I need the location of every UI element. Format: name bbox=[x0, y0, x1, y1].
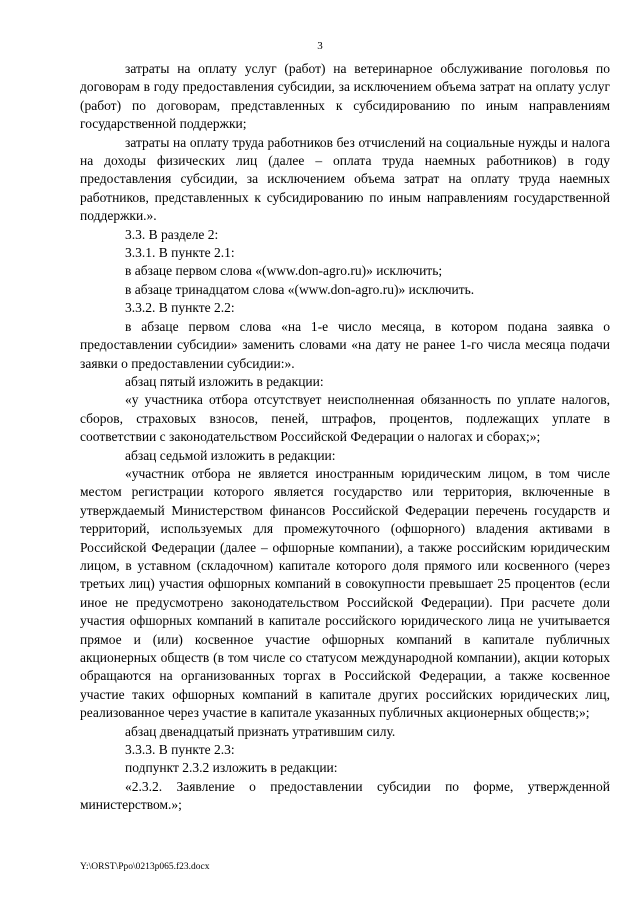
paragraph: затраты на оплату услуг (работ) на ветеринарное обслуживание поголовья по договорам в году предоставления субсидии, за исключением объема затрат на оплату услуг (работ) по договорам, представленных к субсидированию по иным направлениям государственной поддержки; bbox=[80, 61, 610, 132]
page-number: 3 bbox=[317, 40, 323, 52]
paragraph: 3.3.2. В пункте 2.2: bbox=[125, 300, 235, 316]
footer-file-path: Y:\ORST\Ppo\0213p065.f23.docx bbox=[80, 862, 210, 872]
paragraph: абзац пятый изложить в редакции: bbox=[125, 373, 324, 389]
paragraph: «у участника отбора отсутствует неисполненная обязанность по уплате налогов, сборов, страховых взносов, пеней, штрафов, процентов, подлежащих уплате в соответствии с законодательством Российской Федерации о налогах и сборах;»; bbox=[80, 392, 610, 445]
paragraph: абзац двенадцатый признать утратившим силу. bbox=[125, 723, 396, 739]
paragraph: 3.3. В разделе 2: bbox=[125, 226, 219, 242]
paragraph: в абзаце тринадцатом слова «(www.don-agro.ru)» исключить. bbox=[125, 281, 475, 297]
paragraph: 3.3.1. В пункте 2.1: bbox=[125, 245, 235, 261]
paragraph: 3.3.3. В пункте 2.3: bbox=[125, 742, 235, 758]
paragraph: затраты на оплату труда работников без отчислений на социальные нужды и налога на доходы физических лиц (далее – оплата труда наемных работников) в году предоставления субсидии, за исключением объема затрат на оплату труда наемных работников, представленных к субсидированию по иным направлениям государственной поддержки.». bbox=[80, 134, 610, 224]
paragraph: подпункт 2.3.2 изложить в редакции: bbox=[125, 760, 338, 776]
paragraph: в абзаце первом слова «на 1-е число месяца, в котором подана заявка о предоставлении субсидии» заменить словами «на дату не ранее 1-го числа месяца подачи заявки о предоставлении субсидии:». bbox=[80, 318, 610, 371]
paragraph: абзац седьмой изложить в редакции: bbox=[125, 447, 336, 463]
paragraph: «участник отбора не является иностранным юридическим лицом, в том числе местом регистрации которого является государство или территория, включенные в утверждаемый Министерством финансов Российской Федерации перечень государств и территорий, используемых для промежуточного (офшорного) владения активами в Российской Федерации (далее – офшорные компании), а также российским юридическим лицом, в уставном (складочном) капитале которого доля прямого или косвенного (через третьих лиц) участия офшорных компаний в совокупности превышает 25 процентов (если иное не предусмотрено законодательством Российской Федерации). При расчете доли участия офшорных компаний в капитале российского юридического лица не учитывается прямое и (или) косвенное участие офшорных компаний в капитале публичных акционерных обществ (в том числе со статусом международной компании), акции которых обращаются на организованных торгах в Российской Федерации, а также косвенное участие таких офшорных компаний в капитале других российских юридических лиц, реализованное через участие в капитале указанных публичных акционерных обществ;»; bbox=[80, 465, 610, 721]
document-body bbox=[80, 60, 610, 815]
paragraph: в абзаце первом слова «(www.don-agro.ru)» исключить; bbox=[125, 263, 443, 279]
paragraph: «2.3.2. Заявление о предоставлении субсидии по форме, утвержденной министерством.»; bbox=[80, 778, 610, 813]
